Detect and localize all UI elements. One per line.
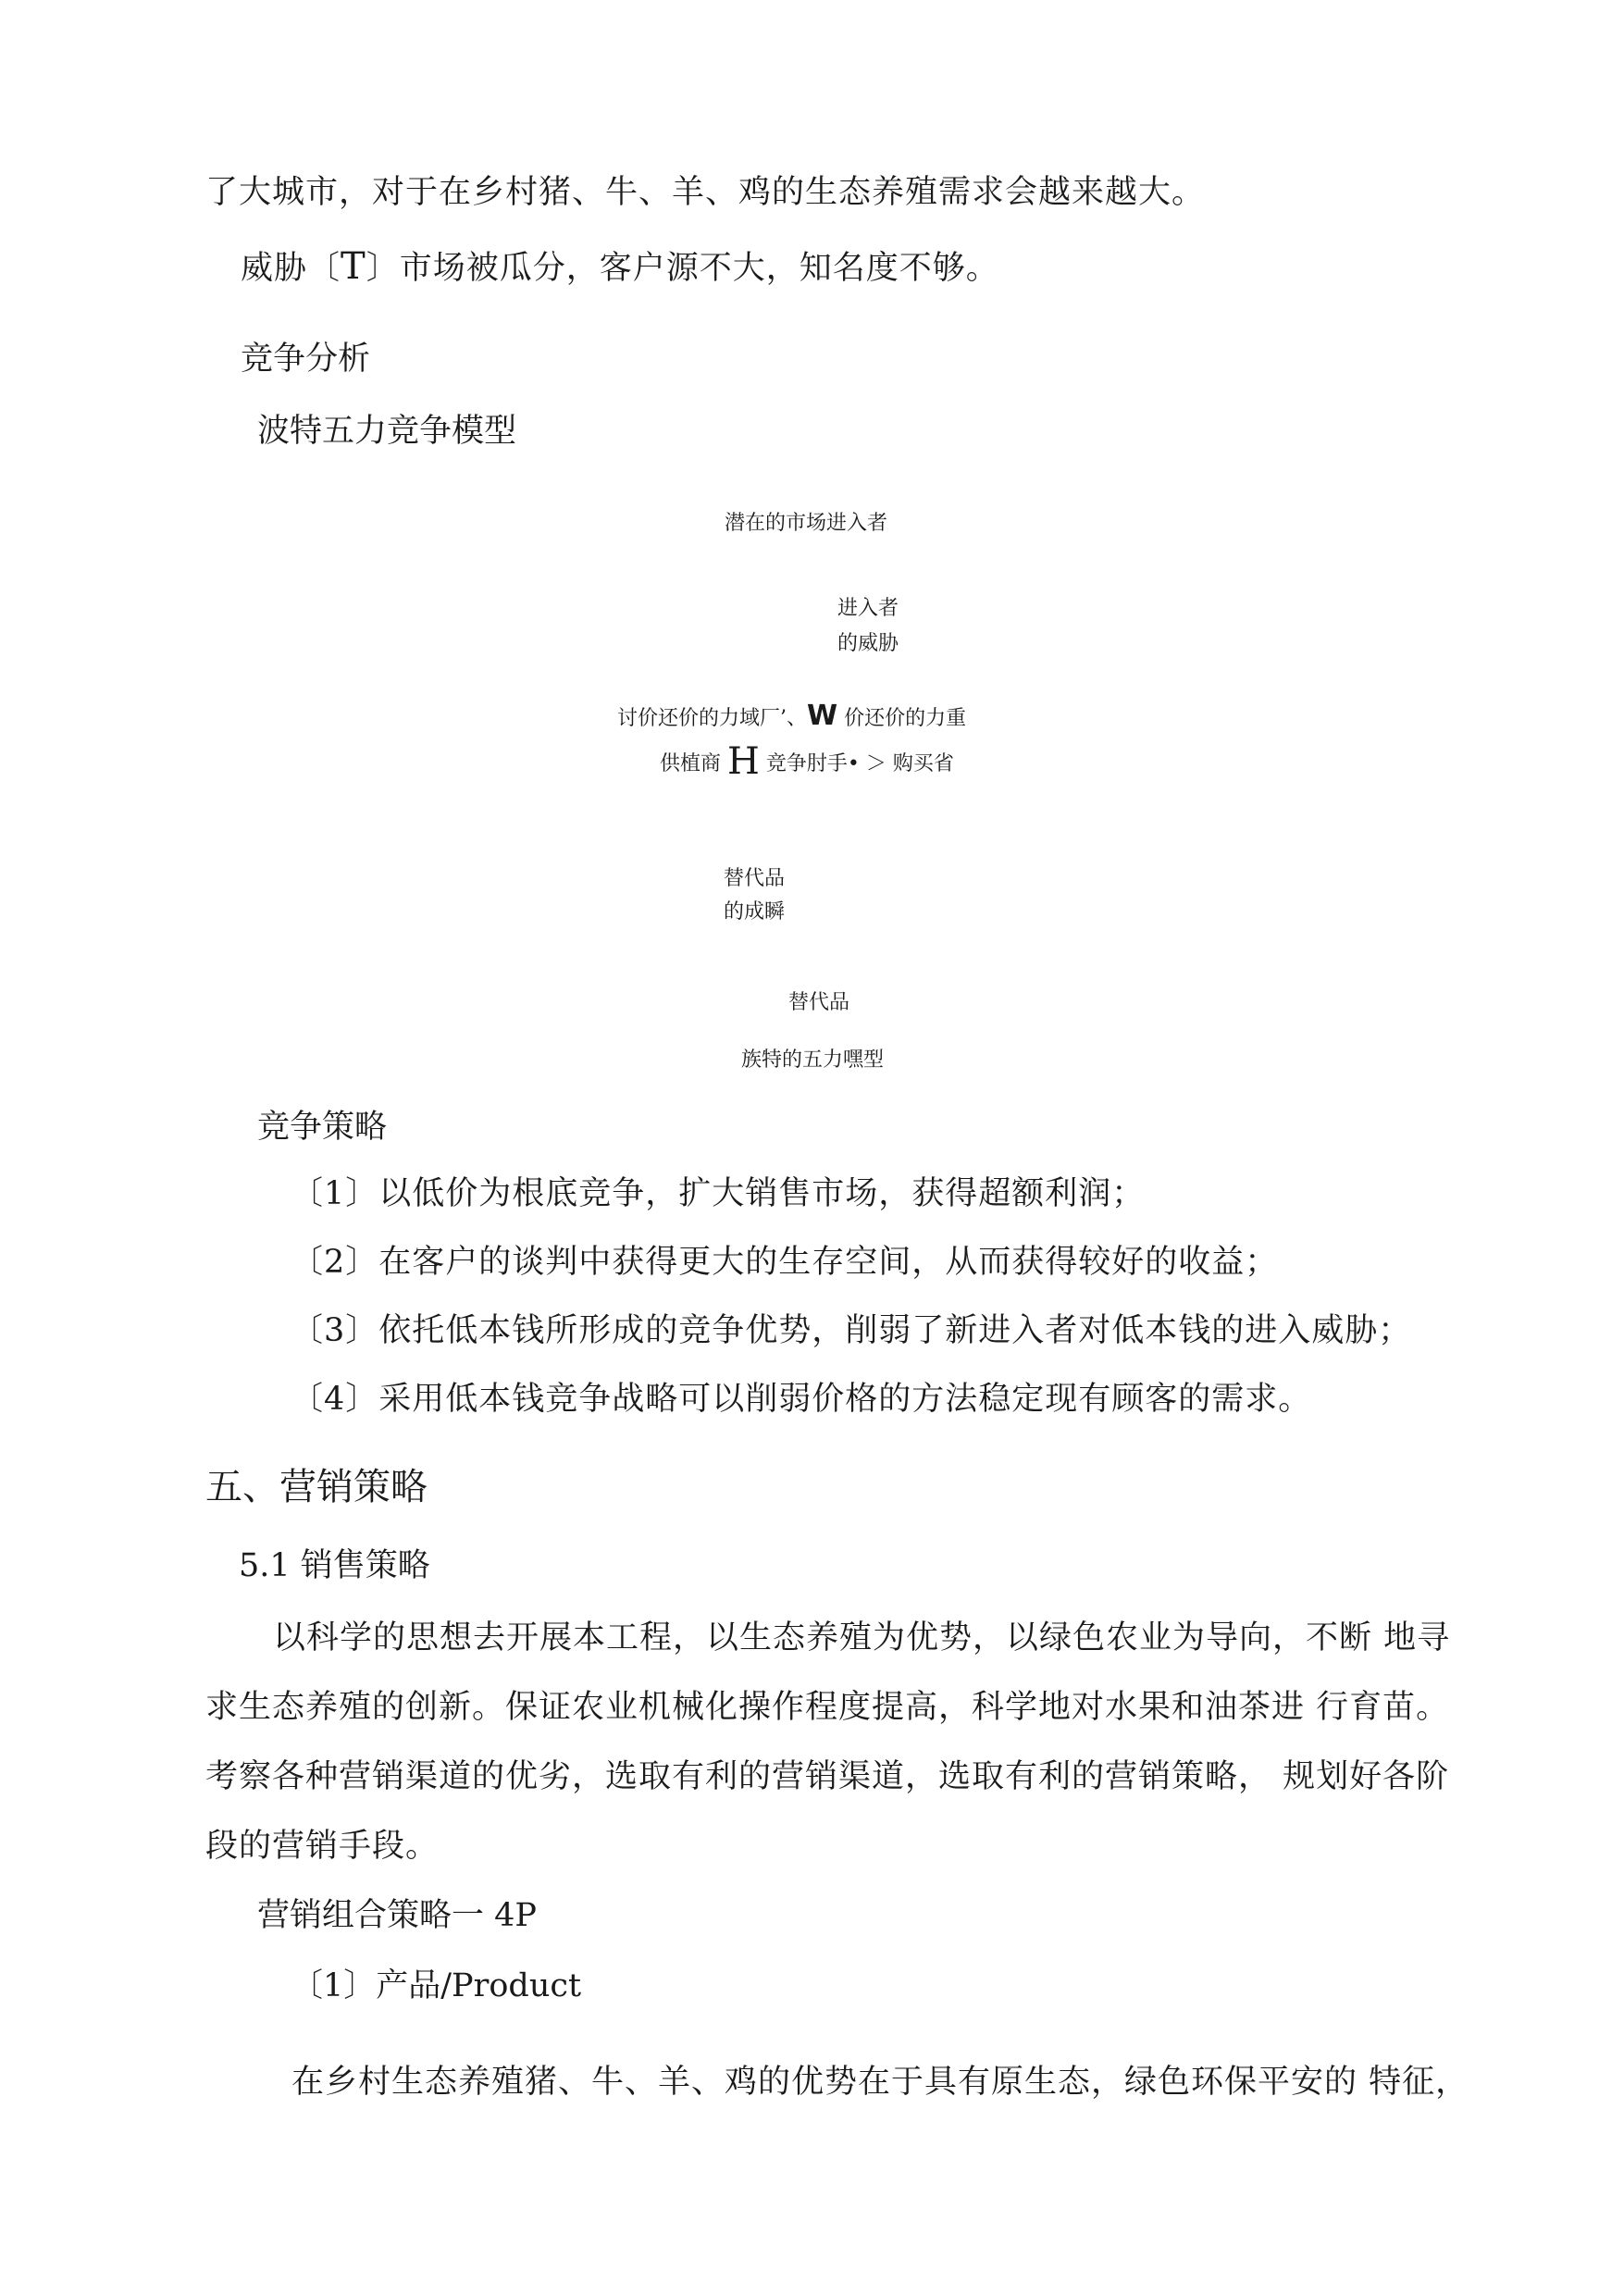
diagram-competitors: 竞争肘手•	[765, 752, 860, 775]
strategy-item: 〔2〕在客户的谈判中获得更大的生存空间，从而获得较好的收益；	[291, 1244, 1279, 1281]
diagram-arrow: ＞	[865, 752, 886, 775]
diagram-w-letter: W	[807, 700, 838, 732]
threat-letter: T	[341, 245, 366, 288]
strategy-heading: 竞争策略	[257, 1109, 388, 1146]
section-title: 五、营销策略	[205, 1466, 428, 1508]
diagram-entrant-threat-2: 的威胁	[837, 632, 899, 655]
diagram-substitute-threat-2: 的成瞬	[724, 900, 786, 924]
diagram-bargaining-right: 价还价的力重	[844, 707, 967, 730]
diagram-entrant-threat-1: 进入者	[837, 597, 899, 620]
diagram-potential-entrants: 潜在的市场进入者	[725, 512, 888, 535]
strategy-item: 〔1〕以低价为根底竞争，扩大销售市场，获得超额利润；	[291, 1175, 1146, 1212]
paragraph-line: 了大城市，对于在乡村猪、牛、羊、鸡的生态养殖需求会越来越大。	[205, 174, 1206, 211]
diagram-caption: 族特的五力嘿型	[741, 1048, 885, 1072]
marketing-paragraph-line: 段的营销手段。	[205, 1828, 440, 1865]
strategy-item: 〔3〕依托低本钱所形成的竞争优势，削弱了新进入者对低本钱的进入威胁；	[291, 1312, 1412, 1349]
subsection-title: 5.1 销售策略	[239, 1547, 430, 1584]
product-heading: 〔1〕产品/Product	[291, 1967, 582, 2004]
competition-analysis-heading: 竞争分析	[241, 341, 371, 378]
strategy-item: 〔4〕采用低本钱竞争战略可以削弱价格的方法稳定现有顾客的需求。	[291, 1381, 1312, 1418]
diagram-substitute-threat-1: 替代品	[724, 867, 786, 890]
diagram-supplier: 供植商	[660, 752, 722, 775]
threat-prefix: 威胁〔	[241, 250, 341, 287]
diagram-h-letter: H	[727, 740, 760, 783]
marketing-paragraph-line: 求生态养殖的创新。保证农业机械化操作程度提高，科学地对水果和油茶进 行育苗。	[205, 1689, 1450, 1726]
marketing-paragraph-line: 以科学的思想去开展本工程，以生态养殖为优势，以绿色农业为导向，不断 地寻	[273, 1619, 1451, 1656]
marketing-paragraph-line: 考察各种营销渠道的优劣，选取有利的营销渠道，选取有利的营销策略， 规划好各阶	[205, 1758, 1450, 1795]
threat-line	[241, 242, 999, 289]
diagram-bargaining-left: 讨价还价的力域厂’、	[617, 707, 807, 730]
porter-model-heading: 波特五力竞争模型	[257, 413, 517, 450]
diagram-substitutes: 替代品	[788, 991, 850, 1014]
product-paragraph: 在乡村生态养殖猪、牛、羊、鸡的优势在于具有原生态，绿色环保平安的 特征，	[291, 2064, 1469, 2101]
diagram-buyer: 购买省	[892, 752, 954, 775]
diagram-bargaining-row	[617, 700, 966, 732]
marketing-mix-heading: 营销组合策略一 4P	[257, 1897, 537, 1934]
diagram-forces-row	[660, 740, 954, 783]
threat-text: 〕市场被瓜分，客户源不大，知名度不够。	[366, 250, 999, 287]
